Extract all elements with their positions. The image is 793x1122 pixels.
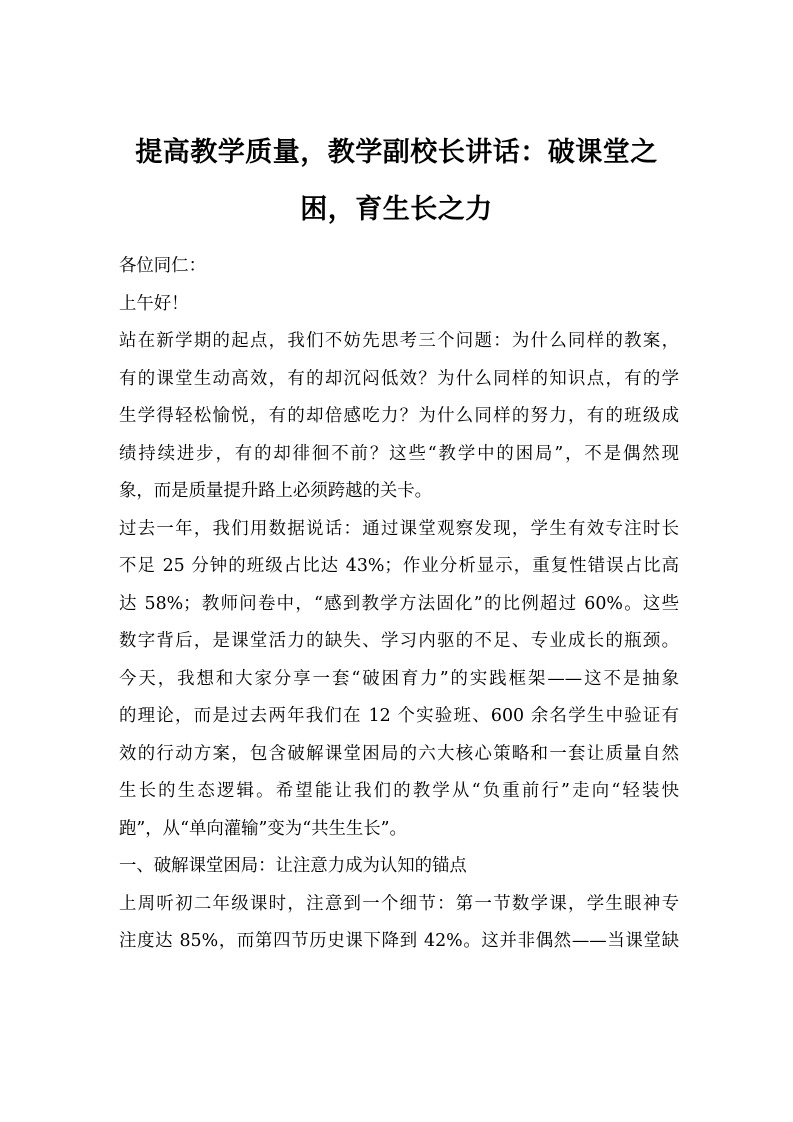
text-line: 站在新学期的起点，我们不妨先思考三个问题：为什么同样的教案， (119, 331, 679, 351)
text-line: 数字背后，是课堂活力的缺失、学习内驱的不足、专业成长的瓶颈。 (119, 631, 679, 651)
text-line: 生长的生态逻辑。希望能让我们的教学从“负重前行”走向“轻装快 (119, 781, 679, 801)
text-line: 达 58%；教师问卷中，“感到教学方法固化”的比例超过 60%。这些 (119, 593, 679, 614)
text-line: 跑”，从“单向灌输”变为“共生生长”。 (119, 818, 407, 839)
document-title (100, 124, 693, 238)
text-line: 绩持续进步，有的却徘徊不前？这些“教学中的困局”，不是偶然现 (119, 443, 679, 464)
paragraph-observation (119, 886, 679, 961)
text-line: 生学得轻松愉悦，有的却倍感吃力？为什么同样的努力，有的班级成 (119, 406, 679, 426)
text-line: 今天，我想和大家分享一套“破困育力”的实践框架——这不是抽象 (119, 668, 679, 689)
text-line: 不足 25 分钟的班级占比达 43%；作业分析显示，重复性错误占比高 (119, 556, 679, 576)
text-line: 注度达 85%，而第四节历史课下降到 42%。这并非偶然——当课堂缺 (119, 931, 679, 951)
paragraph-framework (119, 661, 679, 849)
text-line: 上周听初二年级课时，注意到一个细节：第一节数学课，学生眼神专 (119, 893, 679, 914)
text-line: 过去一年，我们用数据说话：通过课堂观察发现，学生有效专注时长 (119, 518, 679, 539)
paragraph-data (119, 511, 679, 661)
document-body (119, 248, 679, 961)
greeting: 各位同仁： (119, 256, 206, 276)
text-line: 的理论，而是过去两年我们在 12 个实验班、600 余名学生中验证有 (119, 706, 679, 726)
title-line: 提高教学质量，教学副校长讲话：破课堂之 (135, 137, 658, 168)
title-line: 困，育生长之力 (300, 194, 493, 225)
text-line: 一、破解课堂困局：让注意力成为认知的锚点 (119, 856, 467, 876)
text-line: 有的课堂生动高效，有的却沉闷低效？为什么同样的知识点，有的学 (119, 368, 679, 389)
salutation: 上午好！ (119, 293, 189, 314)
section-heading (119, 848, 679, 886)
text-line: 效的行动方案，包含破解课堂困局的六大核心策略和一套让质量自然 (119, 743, 679, 764)
paragraph-intro (119, 323, 679, 511)
text-line: 象，而是质量提升路上必须跨越的关卡。 (119, 481, 433, 501)
